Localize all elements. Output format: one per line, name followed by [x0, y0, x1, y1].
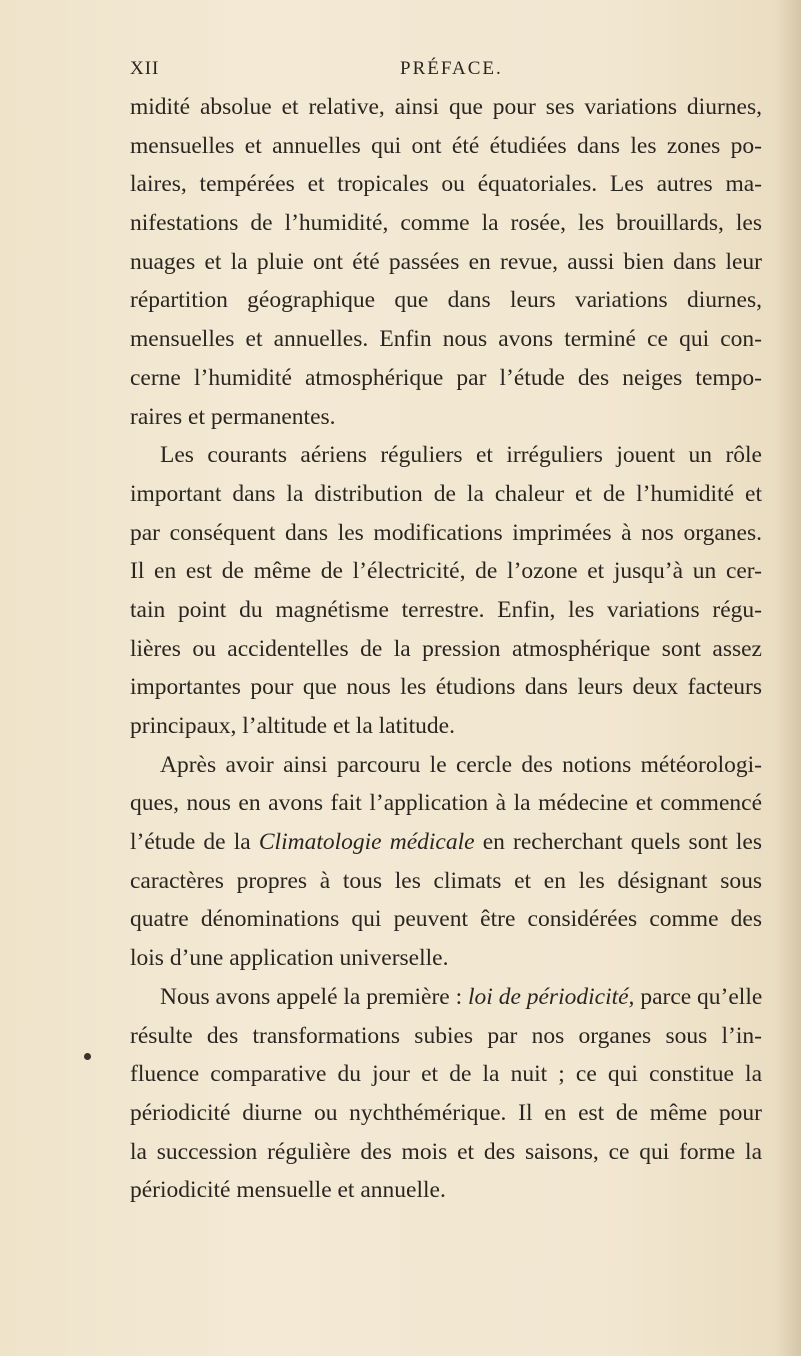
text-line: nifestations de l’humidité, comme la rosée, les brouillards, les: [130, 210, 762, 237]
text-line: Après avoir ainsi parcouru le cercle des notions météorologi-: [160, 751, 762, 778]
text-segment: Nous avons appelé la première :: [160, 983, 463, 1010]
text-line: mensuelles et annuelles qui ont été étudiées dans les zones po-: [130, 132, 762, 159]
text-line: périodicité mensuelle et annuelle.: [130, 1177, 446, 1204]
text-line: quatre dénominations qui peuvent être considérées comme des: [130, 906, 762, 933]
text-line: lois d’une application universelle.: [130, 945, 449, 972]
text-line: cerne l’humidité atmosphérique par l’étude des neiges tempo-: [130, 364, 762, 391]
text-line: Les courants aériens réguliers et irréguliers jouent un rôle: [160, 442, 762, 469]
text-line: importantes pour que nous les étudions dans leurs deux facteurs: [130, 674, 762, 701]
text-line: mensuelles et annuelles. Enfin nous avons terminé ce qui con-: [130, 326, 762, 353]
text-line-mixed: [130, 823, 762, 862]
text-line: midité absolue et relative, ainsi que pour ses variations diurnes,: [130, 94, 762, 120]
text-segment: l’étude de la: [130, 829, 251, 856]
text-line: fluence comparative du jour et de la nuit ; ce qui constitue la: [130, 1061, 762, 1088]
text-line: principaux, l’altitude et la latitude.: [130, 713, 455, 739]
text-line: résulte des transformations subies par nos organes sous l’in-: [130, 1022, 762, 1049]
italic-law-name: loi de périodicité,: [468, 983, 635, 1010]
text-line: Il en est de même de l’électricité, de l’ozone et jusqu’à un cer-: [130, 558, 762, 585]
text-line: par conséquent dans les modifications imprimées à nos organes.: [130, 519, 762, 546]
text-line: important dans la distribution de la chaleur et de l’humidité et: [130, 480, 762, 507]
page-header: [130, 58, 760, 86]
text-segment: parce qu’elle: [640, 983, 763, 1010]
text-line: la succession régulière des mois et des saisons, ce qui forme la: [130, 1138, 762, 1165]
text-line: répartition géographique que dans leurs variations diurnes,: [130, 287, 762, 314]
text-line: laires, tempérées et tropicales ou équatoriales. Les autres ma-: [130, 171, 762, 198]
text-line: tain point du magnétisme terrestre. Enfin, les variations régu-: [130, 596, 762, 623]
italic-title: Climatologie médicale: [258, 829, 475, 856]
text-segment: en recherchant quels sont les: [482, 829, 762, 856]
text-line: raires et permanentes.: [130, 403, 336, 430]
body-text: [130, 88, 762, 1210]
text-line: ques, nous en avons fait l’application à la médecine et commencé: [130, 790, 762, 817]
page-number: XII: [130, 58, 160, 79]
text-line: nuages et la pluie ont été passées en revue, aussi bien dans leur: [130, 248, 762, 275]
page-edge-shadow: [775, 0, 801, 1356]
text-line-mixed: [130, 978, 762, 1017]
running-title: PRÉFACE.: [400, 58, 503, 79]
text-line: périodicité diurne ou nychthémérique. Il en est de même pour: [130, 1099, 762, 1126]
text-line: lières ou accidentelles de la pression atmosphérique sont assez: [130, 635, 762, 662]
text-line: caractères propres à tous les climats et en les désignant sous: [130, 867, 762, 894]
ink-spot: [84, 1053, 91, 1060]
